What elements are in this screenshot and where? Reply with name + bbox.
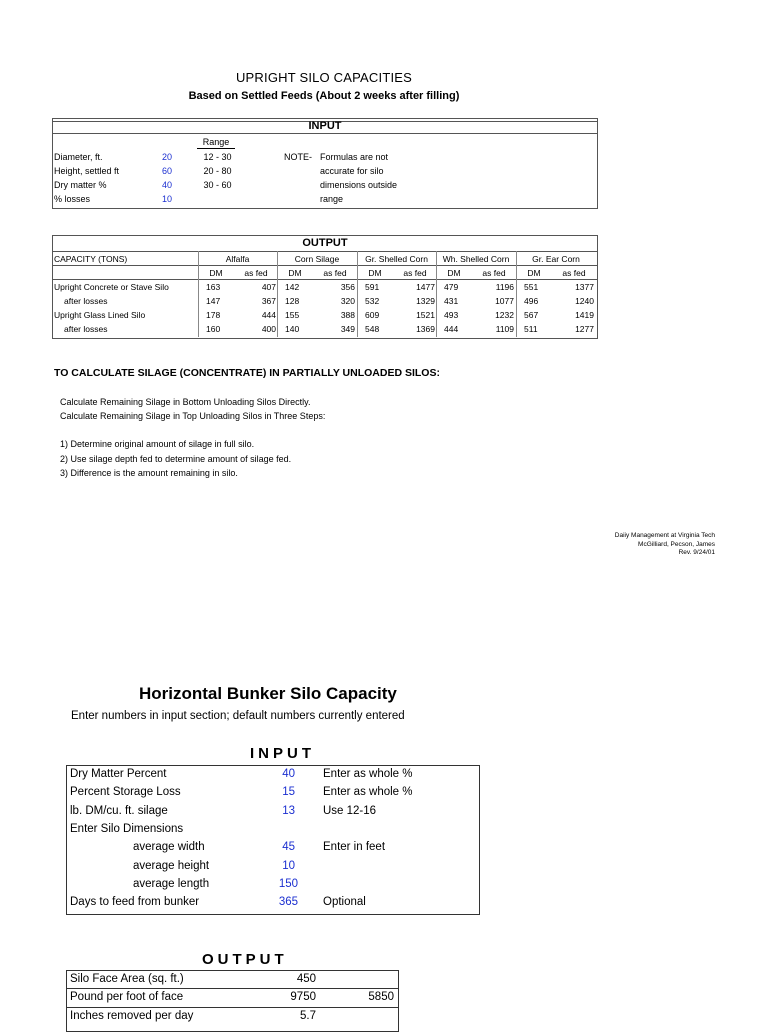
calc-step: 3) Difference is the amount remaining in silo.: [60, 468, 238, 478]
credit-block: [480, 532, 715, 558]
output-cell: 155: [285, 310, 300, 320]
output-cell: 591: [365, 282, 380, 292]
note-line: Formulas are not: [320, 152, 389, 162]
range-header: Range: [202, 137, 230, 147]
bunker-input-header: INPUT: [250, 745, 315, 762]
group-header: Wh. Shelled Corn: [442, 254, 510, 264]
divider: [52, 133, 598, 134]
upright-input-header: INPUT: [308, 120, 342, 132]
bunker-input-label: average length: [133, 878, 210, 890]
output-cell: 1521: [416, 310, 435, 320]
group-header: Alfalfa: [225, 254, 250, 264]
output-cell: 511: [524, 324, 538, 334]
calc-step: 1) Determine original amount of silage in full silo.: [60, 439, 255, 449]
calc-step: 2) Use silage depth fed to determine amount of silage fed.: [60, 454, 292, 464]
note-label: NOTE-: [284, 152, 312, 162]
upright-subtitle: Based on Settled Feeds (About 2 weeks after filling): [188, 90, 460, 102]
row-label: after losses: [64, 296, 108, 306]
output-cell: 496: [524, 296, 539, 306]
credit-line: McGilliard, Pecson, James: [638, 540, 715, 548]
output-cell: 128: [285, 296, 300, 306]
bunker-input-label: Dry Matter Percent: [70, 768, 167, 780]
input-label: Height, settled ft: [54, 166, 120, 176]
sub-header-dm: DM: [288, 268, 302, 278]
output-cell: 178: [206, 310, 221, 320]
output-cell: 551: [524, 282, 539, 292]
credit-line: Daiiy Management at Virginia Tech: [614, 532, 715, 539]
note-line: range: [320, 194, 344, 204]
output-cell: 160: [206, 324, 221, 334]
input-range: 20 - 80: [203, 166, 232, 176]
output-cell: 532: [365, 296, 380, 306]
output-cell: 431: [444, 296, 459, 306]
row-label: Upright Concrete or Stave Silo: [54, 282, 169, 292]
sub-header-dm: DM: [447, 268, 461, 278]
bunker-input-label: average height: [133, 860, 210, 872]
bunker-input-value[interactable]: 10: [282, 860, 295, 872]
bunker-output-label: Pound per foot of face: [70, 991, 184, 1003]
bunker-input-note: Use 12-16: [323, 805, 377, 817]
output-cell: 1277: [575, 324, 594, 334]
capacity-label: CAPACITY (TONS): [54, 254, 128, 264]
input-label: Dry matter %: [54, 180, 107, 190]
bunker-input-note: Enter as whole %: [323, 768, 413, 780]
bunker-input-value[interactable]: 45: [282, 841, 295, 853]
group-header: Corn Silage: [294, 254, 340, 264]
upright-output-header: OUTPUT: [302, 237, 348, 249]
sub-header-asfed: as fed: [323, 268, 347, 278]
input-label: Diameter, ft.: [54, 152, 103, 162]
bunker-output-value: 5.7: [300, 1010, 316, 1022]
calc-line: Calculate Remaining Silage in Top Unloading Silos in Three Steps:: [60, 411, 326, 421]
output-cell: 320: [340, 296, 355, 306]
output-cell: 1369: [416, 324, 435, 334]
output-cell: 1419: [575, 310, 594, 320]
output-cell: 548: [365, 324, 380, 334]
output-cell: 163: [206, 282, 221, 292]
input-value[interactable]: 20: [161, 152, 172, 162]
output-cell: 479: [444, 282, 459, 292]
output-cell: 140: [285, 324, 300, 334]
group-header: Gr. Ear Corn: [532, 254, 580, 264]
bunker-input-label: Days to feed from bunker: [70, 896, 200, 908]
output-cell: 609: [365, 310, 380, 320]
sub-header-asfed: as fed: [244, 268, 268, 278]
divider: [66, 1007, 399, 1008]
output-cell: 142: [285, 282, 300, 292]
bunker-input-note: Enter in feet: [323, 841, 386, 853]
upright-title: UPRIGHT SILO CAPACITIES: [235, 70, 413, 85]
output-cell: 400: [261, 324, 276, 334]
bunker-input-note: Enter as whole %: [323, 786, 413, 798]
output-cell: 1329: [416, 296, 435, 306]
sub-header-dm: DM: [527, 268, 541, 278]
divider: [66, 988, 399, 989]
bunker-input-label: lb. DM/cu. ft. silage: [70, 805, 168, 817]
output-cell: 567: [524, 310, 539, 320]
input-value[interactable]: 10: [161, 194, 172, 204]
bunker-output-header: OUTPUT: [202, 951, 288, 968]
output-cell: 356: [340, 282, 355, 292]
bunker-title: Horizontal Bunker Silo Capacity: [139, 684, 397, 703]
output-cell: 367: [261, 296, 276, 306]
sub-header-dm: DM: [368, 268, 382, 278]
bunker-output-label: Inches removed per day: [70, 1010, 194, 1022]
output-cell: 147: [206, 296, 221, 306]
input-value[interactable]: 60: [161, 166, 172, 176]
sub-header-asfed: as fed: [562, 268, 586, 278]
bunker-input-label: Enter Silo Dimensions: [70, 823, 184, 835]
output-cell: 444: [444, 324, 459, 334]
bunker-input-value[interactable]: 40: [282, 768, 295, 780]
bunker-input-value[interactable]: 365: [278, 896, 298, 908]
input-range: 30 - 60: [203, 180, 232, 190]
bunker-input-label: average width: [133, 841, 205, 853]
output-cell: 349: [340, 324, 355, 334]
calc-heading: TO CALCULATE SILAGE (CONCENTRATE) IN PARTIALLY UNLOADED SILOS:: [54, 367, 440, 379]
bunker-output-value: 450: [296, 973, 316, 985]
output-cell: 1109: [495, 324, 514, 334]
bunker-input-note: Optional: [323, 896, 366, 908]
output-cell: 493: [444, 310, 459, 320]
bunker-input-label: Percent Storage Loss: [70, 786, 181, 798]
bunker-input-value[interactable]: 150: [278, 878, 298, 890]
sub-header-dm: DM: [209, 268, 223, 278]
group-header: Gr. Shelled Corn: [365, 254, 428, 264]
output-cell: 388: [340, 310, 355, 320]
output-cell: 1240: [575, 296, 594, 306]
credit-line: Rev. 9/24/01: [678, 549, 715, 556]
bunker-output-value: 9750: [290, 991, 316, 1003]
output-cell: 1077: [495, 296, 514, 306]
output-cell: 1232: [495, 310, 514, 320]
input-value[interactable]: 40: [161, 180, 172, 190]
sub-header-asfed: as fed: [403, 268, 427, 278]
output-cell: 444: [261, 310, 276, 320]
input-range: 12 - 30: [203, 152, 232, 162]
bunker-input-value[interactable]: 15: [282, 786, 295, 798]
input-label: % losses: [54, 194, 91, 204]
note-line: dimensions outside: [320, 180, 398, 190]
bunker-output-value-2: 5850: [368, 991, 394, 1003]
sub-header-asfed: as fed: [482, 268, 506, 278]
output-cell: 1377: [575, 282, 594, 292]
bunker-input-value[interactable]: 13: [282, 805, 295, 817]
bunker-subtitle: Enter numbers in input section; default numbers currently entered: [71, 710, 405, 722]
output-cell: 407: [261, 282, 276, 292]
row-label: Upright Glass Lined Silo: [54, 310, 146, 320]
bunker-output-label: Silo Face Area (sq. ft.): [70, 973, 184, 985]
row-label: after losses: [64, 324, 108, 334]
divider: [197, 148, 235, 149]
output-cell: 1196: [495, 282, 514, 292]
output-cell: 1477: [416, 282, 435, 292]
note-line: accurate for silo: [320, 166, 384, 176]
calc-line: Calculate Remaining Silage in Bottom Unloading Silos Directly.: [60, 397, 311, 407]
